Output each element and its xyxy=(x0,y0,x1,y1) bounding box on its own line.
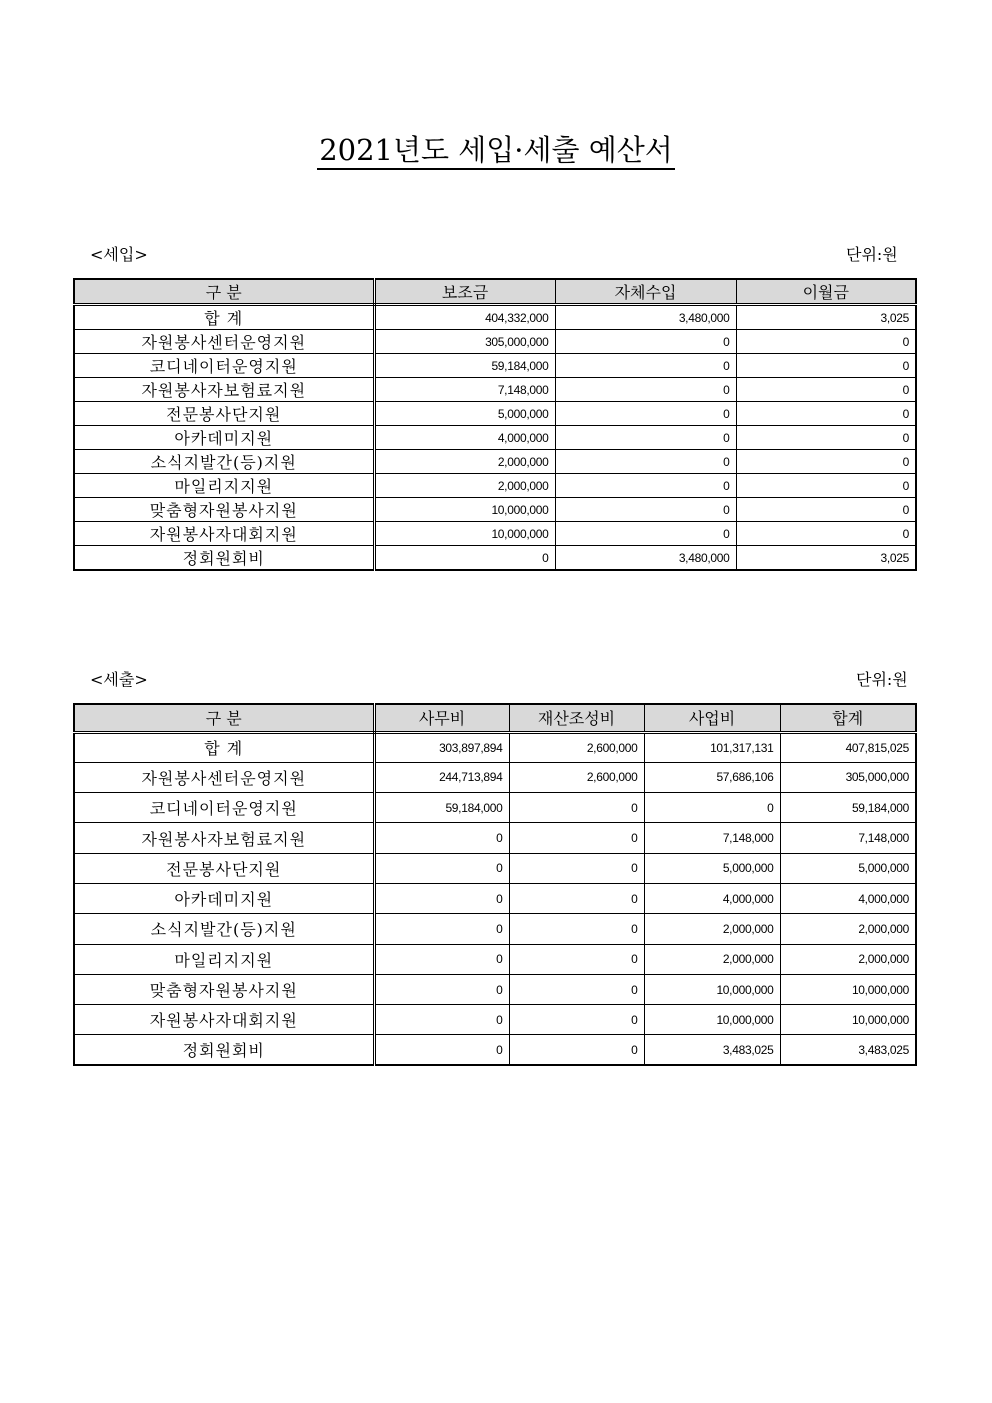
income-header-category: 구 분 xyxy=(74,279,374,305)
expense-table-row xyxy=(74,1005,916,1035)
income-row-value: 305,000,000 xyxy=(374,330,555,354)
expense-row-value: 0 xyxy=(509,793,644,823)
income-row-value: 0 xyxy=(736,402,916,426)
expense-table-row xyxy=(74,1035,916,1065)
expense-row-value: 4,000,000 xyxy=(780,883,916,913)
income-row-value: 59,184,000 xyxy=(374,354,555,378)
income-table-row xyxy=(74,305,916,330)
expense-row-value: 0 xyxy=(509,974,644,1004)
income-section-label: <세입> xyxy=(90,245,148,264)
income-row-category: 아카데미지원 xyxy=(74,426,374,450)
expense-row-value: 10,000,000 xyxy=(780,974,916,1004)
income-row-value: 0 xyxy=(736,474,916,498)
expense-row-value: 59,184,000 xyxy=(374,793,509,823)
expense-row-category: 코디네이터운영지원 xyxy=(74,793,374,823)
income-row-value: 0 xyxy=(555,330,736,354)
expense-row-value: 0 xyxy=(374,1035,509,1065)
income-row-value: 2,000,000 xyxy=(374,474,555,498)
expense-table-row xyxy=(74,823,916,853)
income-header-row xyxy=(74,279,916,305)
income-row-value: 10,000,000 xyxy=(374,522,555,546)
income-row-value: 0 xyxy=(736,498,916,522)
income-row-value: 0 xyxy=(736,450,916,474)
income-row-value: 0 xyxy=(555,474,736,498)
expense-row-value: 0 xyxy=(509,1005,644,1035)
income-row-value: 0 xyxy=(555,450,736,474)
income-table-row xyxy=(74,522,916,546)
income-row-category: 맞춤형자원봉사지원 xyxy=(74,498,374,522)
income-row-value: 3,480,000 xyxy=(555,305,736,330)
expense-row-value: 5,000,000 xyxy=(780,853,916,883)
expense-row-value: 2,000,000 xyxy=(644,914,780,944)
expense-table-row xyxy=(74,914,916,944)
expense-row-category: 합 계 xyxy=(74,732,374,762)
income-row-value: 0 xyxy=(555,354,736,378)
expense-table-row xyxy=(74,974,916,1004)
expense-row-value: 2,600,000 xyxy=(509,762,644,792)
expense-header-category: 구 분 xyxy=(74,704,374,732)
expense-section-label: <세출> xyxy=(90,670,148,689)
expense-header-row xyxy=(74,704,916,732)
income-row-category: 자원봉사센터운영지원 xyxy=(74,330,374,354)
expense-row-value: 5,000,000 xyxy=(644,853,780,883)
expense-row-value: 0 xyxy=(374,823,509,853)
income-header-subsidy: 보조금 xyxy=(374,279,555,305)
income-row-category: 자원봉사자보험료지원 xyxy=(74,378,374,402)
expense-row-value: 244,713,894 xyxy=(374,762,509,792)
expense-row-value: 10,000,000 xyxy=(644,1005,780,1035)
expense-row-value: 3,483,025 xyxy=(644,1035,780,1065)
income-row-value: 4,000,000 xyxy=(374,426,555,450)
expense-row-category: 정회원회비 xyxy=(74,1035,374,1065)
income-row-value: 404,332,000 xyxy=(374,305,555,330)
expense-header-office: 사무비 xyxy=(374,704,509,732)
income-table-row xyxy=(74,450,916,474)
expense-row-value: 10,000,000 xyxy=(780,1005,916,1035)
expense-row-value: 0 xyxy=(509,853,644,883)
income-row-value: 0 xyxy=(736,522,916,546)
income-row-value: 0 xyxy=(736,354,916,378)
expense-row-value: 2,000,000 xyxy=(644,944,780,974)
expense-row-value: 7,148,000 xyxy=(644,823,780,853)
income-row-value: 3,025 xyxy=(736,546,916,571)
document-title xyxy=(0,128,992,169)
expense-row-category: 맞춤형자원봉사지원 xyxy=(74,974,374,1004)
expense-row-value: 7,148,000 xyxy=(780,823,916,853)
income-row-category: 합 계 xyxy=(74,305,374,330)
income-table-row xyxy=(74,426,916,450)
expense-row-value: 2,000,000 xyxy=(780,944,916,974)
expense-row-value: 0 xyxy=(374,944,509,974)
expense-table-row xyxy=(74,762,916,792)
expense-row-value: 305,000,000 xyxy=(780,762,916,792)
expense-row-value: 303,897,894 xyxy=(374,732,509,762)
income-row-category: 자원봉사자대회지원 xyxy=(74,522,374,546)
income-row-value: 0 xyxy=(555,402,736,426)
income-row-value: 0 xyxy=(736,378,916,402)
income-row-category: 전문봉사단지원 xyxy=(74,402,374,426)
expense-row-category: 마일리지지원 xyxy=(74,944,374,974)
income-table-row xyxy=(74,474,916,498)
expense-row-value: 4,000,000 xyxy=(644,883,780,913)
income-row-value: 7,148,000 xyxy=(374,378,555,402)
income-row-value: 0 xyxy=(555,426,736,450)
income-table-row xyxy=(74,330,916,354)
expense-row-value: 0 xyxy=(509,914,644,944)
income-row-category: 정회원회비 xyxy=(74,546,374,571)
income-row-value: 0 xyxy=(555,498,736,522)
expense-row-value: 2,000,000 xyxy=(780,914,916,944)
income-row-value: 2,000,000 xyxy=(374,450,555,474)
expense-row-value: 10,000,000 xyxy=(644,974,780,1004)
income-header-own-income: 자체수입 xyxy=(555,279,736,305)
expense-row-category: 자원봉사자보험료지원 xyxy=(74,823,374,853)
expense-row-value: 0 xyxy=(374,914,509,944)
income-table xyxy=(73,278,917,571)
expense-row-category: 아카데미지원 xyxy=(74,883,374,913)
expense-unit-label: 단위:원 xyxy=(856,670,908,689)
expense-row-value: 3,483,025 xyxy=(780,1035,916,1065)
income-row-value: 5,000,000 xyxy=(374,402,555,426)
expense-row-category: 자원봉사센터운영지원 xyxy=(74,762,374,792)
income-row-value: 0 xyxy=(736,330,916,354)
expense-row-value: 0 xyxy=(509,944,644,974)
income-row-value: 3,025 xyxy=(736,305,916,330)
expense-row-value: 0 xyxy=(509,1035,644,1065)
income-table-row xyxy=(74,498,916,522)
expense-table-row xyxy=(74,883,916,913)
expense-row-value: 0 xyxy=(374,974,509,1004)
expense-row-value: 0 xyxy=(374,883,509,913)
income-table-row xyxy=(74,354,916,378)
expense-row-value: 407,815,025 xyxy=(780,732,916,762)
expense-row-value: 2,600,000 xyxy=(509,732,644,762)
expense-table-row xyxy=(74,732,916,762)
expense-table-row xyxy=(74,793,916,823)
income-row-category: 소식지발간(등)지원 xyxy=(74,450,374,474)
income-header-carryover: 이월금 xyxy=(736,279,916,305)
income-row-value: 0 xyxy=(555,378,736,402)
income-row-value: 3,480,000 xyxy=(555,546,736,571)
income-table-row xyxy=(74,402,916,426)
expense-row-value: 0 xyxy=(509,823,644,853)
expense-row-value: 59,184,000 xyxy=(780,793,916,823)
income-row-value: 0 xyxy=(736,426,916,450)
expense-header-asset: 재산조성비 xyxy=(509,704,644,732)
expense-row-value: 101,317,131 xyxy=(644,732,780,762)
document-title-text: 2021년도 세입·세출 예산서 xyxy=(317,133,675,170)
expense-row-category: 전문봉사단지원 xyxy=(74,853,374,883)
expense-row-value: 0 xyxy=(374,1005,509,1035)
expense-row-value: 0 xyxy=(374,853,509,883)
expense-table-row xyxy=(74,853,916,883)
expense-header-total: 합계 xyxy=(780,704,916,732)
income-table-row xyxy=(74,378,916,402)
income-row-value: 0 xyxy=(555,522,736,546)
income-table-row xyxy=(74,546,916,571)
expense-table-row xyxy=(74,944,916,974)
income-row-value: 0 xyxy=(374,546,555,571)
income-row-value: 10,000,000 xyxy=(374,498,555,522)
expense-row-category: 소식지발간(등)지원 xyxy=(74,914,374,944)
expense-row-value: 0 xyxy=(644,793,780,823)
income-unit-label: 단위:원 xyxy=(846,245,898,264)
expense-table xyxy=(73,703,917,1066)
income-row-category: 코디네이터운영지원 xyxy=(74,354,374,378)
income-row-category: 마일리지지원 xyxy=(74,474,374,498)
expense-row-value: 0 xyxy=(509,883,644,913)
expense-header-project: 사업비 xyxy=(644,704,780,732)
expense-row-value: 57,686,106 xyxy=(644,762,780,792)
expense-row-category: 자원봉사자대회지원 xyxy=(74,1005,374,1035)
